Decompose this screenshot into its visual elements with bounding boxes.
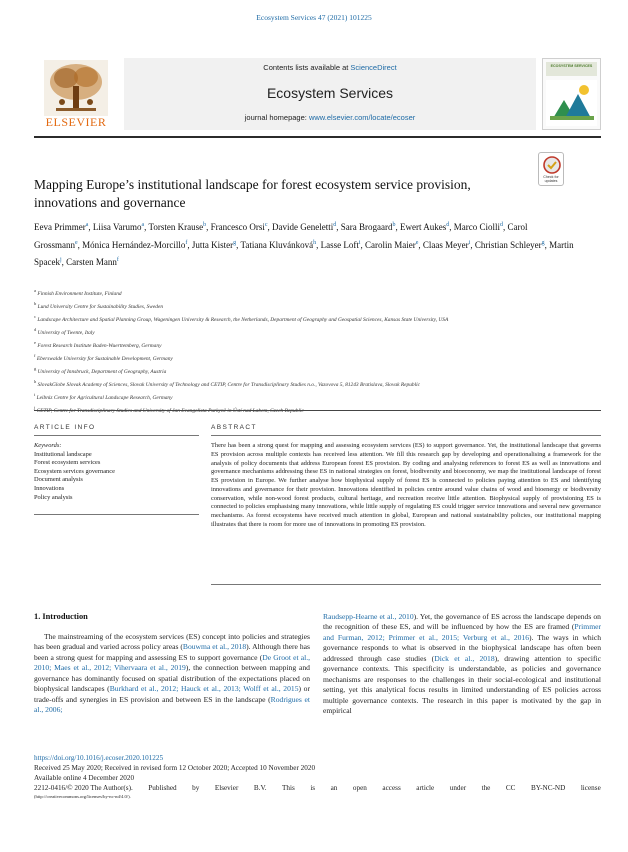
citation-link[interactable]: Burkhard et al., 2012; Hauck et al., 2013; Wolff et al., 2015 — [109, 684, 299, 694]
author-name[interactable]: Martin Spacek — [34, 239, 574, 267]
license-word: an — [330, 784, 338, 792]
citation-link[interactable]: De Groot et al., 2010; Maes et al., 2012; Vihervaara et al., 2019 — [34, 652, 311, 673]
contents-available-line: Contents lists available at ScienceDirect — [263, 63, 397, 72]
introduction-heading: 1. Introduction — [34, 612, 88, 621]
affiliation-text: Leibniz Centre for Agricultural Landscape Research, Germany — [36, 394, 173, 401]
affiliation-text: Forest Research Institute Baden-Wuerttemberg, Germany — [37, 342, 162, 349]
body-text-segment: ). The ways in which governance responds to what is observed in the biophysical landscape has often been addressed through case studies ( — [323, 632, 601, 663]
license-word: Published — [148, 784, 177, 792]
affiliation-label: a — [34, 288, 36, 293]
journal-name: Ecosystem Services — [266, 85, 394, 101]
author-name[interactable]: Christian Schleyer — [474, 239, 542, 250]
author-name[interactable]: Davide Geneletti — [272, 222, 334, 232]
journal-banner — [34, 58, 601, 130]
affiliation-label: e — [34, 340, 36, 345]
license-word: This — [282, 784, 295, 792]
body-text-segment: The mainstreaming of the ecosystem services (ES) concept into policies and strategies has been gradual and varied across policy areas ( — [34, 632, 310, 652]
keyword-item: Institutional landscape — [34, 450, 92, 458]
affiliation-item — [34, 351, 579, 364]
license-url[interactable]: (http://creativecommons.org/licenses/by-nc-nd/4.0/). — [34, 794, 131, 799]
body-column-left — [34, 632, 310, 716]
journal-cover-title: ECOSYSTEM SERVICES — [550, 64, 593, 68]
body-text-segment: ), the connection between mapping and governance has dominantly focused on spatial distribution of the expectations placed on biophysical landscapes ( — [34, 663, 310, 694]
license-line — [34, 783, 601, 793]
author-name[interactable]: Mónica Hernández-Morcillo — [82, 239, 186, 250]
affiliation-label: d — [34, 327, 37, 332]
affiliation-item — [34, 377, 579, 390]
license-word: access — [382, 784, 401, 792]
author-affiliation-marker[interactable]: a — [141, 222, 145, 228]
author-affiliation-marker[interactable]: i — [468, 239, 471, 246]
journal-info-panel — [124, 58, 536, 130]
affiliation-item — [34, 364, 579, 377]
available-online-date: Available online 4 December 2020 — [34, 774, 135, 782]
author-name[interactable]: Sara Brogaard — [340, 222, 393, 232]
body-text-segment: ) or trade-offs and synergies in ES provision and between ES in the landscape ( — [34, 684, 310, 704]
received-dates: Received 25 May 2020; Received in revised form 12 October 2020; Accepted 10 November 2020 — [34, 764, 316, 772]
affiliation-item — [34, 299, 579, 312]
citation-link[interactable]: Bouwma et al., 2018 — [182, 642, 247, 652]
author-affiliation-marker[interactable]: b — [392, 222, 396, 228]
article-footer — [34, 753, 601, 800]
author-name[interactable]: Carolin Maier — [365, 239, 416, 250]
citation-link[interactable]: Raudsepp-Hearne et al., 2010 — [323, 612, 414, 621]
affiliation-item — [34, 338, 579, 351]
author-name[interactable]: Liisa Varumo — [92, 222, 142, 232]
license-word: is — [310, 784, 316, 792]
keywords-block — [34, 442, 199, 502]
author-affiliation-marker[interactable]: g — [541, 239, 545, 246]
affiliation-label: c — [34, 314, 36, 319]
license-word: Elsevier — [214, 784, 239, 792]
author-affiliation-marker[interactable]: a — [85, 222, 89, 228]
affiliation-label: f — [34, 353, 36, 358]
author-name[interactable]: Lasse Loft — [320, 239, 359, 250]
affiliation-text: Landscape Architecture and Spatial Planning Group, Wageningen University & Research, the Netherlands, Department of Geography and Geospatial Sciences, Kansas State University, USA — [37, 316, 449, 323]
author-affiliation-marker[interactable]: e — [75, 239, 78, 246]
affiliation-label: g — [34, 366, 37, 371]
author-affiliation-marker[interactable]: i — [358, 239, 361, 246]
body-text-segment: ). Yet, the governance of ES across the landscape depends on the recognition of these ES, and will be influenced by how the ES are framed ( — [323, 612, 601, 632]
journal-cover[interactable] — [542, 58, 601, 130]
license-word: B.V. — [253, 784, 267, 792]
affiliation-item — [34, 312, 579, 325]
header-rule — [34, 136, 601, 138]
journal-homepage-link[interactable]: www.elsevier.com/locate/ecoser — [308, 113, 416, 122]
article-info-rule — [34, 435, 199, 436]
journal-reference[interactable]: Ecosystem Services 47 (2021) 101225 — [256, 13, 372, 22]
sciencedirect-link[interactable]: ScienceDirect — [350, 63, 397, 72]
author-name[interactable]: Tatiana Kluvánková — [240, 239, 314, 250]
affiliation-item — [34, 325, 579, 338]
author-affiliation-marker[interactable]: c — [264, 222, 268, 228]
body-text-segment: ), drawing attention to specific governance contexts. This specificity is understandable, as policies and governance mechanisms are responses to the challenges in their social-ecological and institutional setting, yet this analytical focus results in limited understanding of ES policies across multiple governance contexts. The research in this paper is motivated by the gap in empirical — [323, 653, 601, 716]
affiliation-text: Eberswalde University for Sustainable Development, Germany — [36, 355, 173, 362]
affiliation-list — [34, 286, 579, 416]
author-name[interactable]: Torsten Krause — [148, 222, 204, 232]
affiliation-label: i — [34, 392, 36, 397]
affiliation-text: SlovakGlobe Slovak Academy of Sciences, Slovak University of Technology and CETIP, Centre for Transdisciplinary Studies n.o., Vazovova 5, 81243 Bratislava, Slovak Republic — [37, 381, 420, 388]
author-affiliation-marker[interactable]: d — [446, 222, 450, 228]
author-affiliation-marker[interactable]: d — [499, 222, 503, 228]
affiliation-text: University of Twente, Italy — [37, 329, 95, 336]
affiliation-text: University of Innsbruck, Department of Geography, Austria — [37, 368, 167, 375]
affiliation-label: j — [34, 405, 36, 410]
license-word: open — [352, 784, 367, 792]
license-word: under — [449, 784, 467, 792]
keyword-item: Innovations — [34, 484, 65, 492]
affiliation-item — [34, 390, 579, 403]
elsevier-wordmark: ELSEVIER — [45, 115, 107, 129]
citation-link[interactable]: Primmer and Furman, 2012; Primmer et al., 2015; Verburg et al., 2016 — [323, 622, 601, 642]
citation-link[interactable]: Dick et al., 2018 — [434, 653, 495, 663]
author-affiliation-marker[interactable]: f — [116, 257, 119, 263]
author-affiliation-marker[interactable]: j — [60, 257, 62, 263]
affiliation-item — [34, 286, 579, 299]
article-info-heading: ARTICLE INFO — [34, 424, 96, 431]
author-name[interactable]: Eeva Primmer — [34, 222, 86, 232]
keyword-item: Ecosystem services governance — [34, 467, 115, 475]
keywords-list — [34, 451, 199, 503]
license-word: license — [580, 784, 601, 792]
keywords-bottom-rule — [34, 514, 199, 515]
keyword-item: Forest ecosystem services — [34, 459, 101, 467]
article-title: Mapping Europe’s institutional landscape for forest ecosystem service provision, innovations and governance — [34, 177, 471, 210]
license-word: CC — [505, 784, 516, 792]
abstract-heading: ABSTRACT — [211, 424, 257, 431]
check-for-updates-badge[interactable] — [538, 152, 564, 186]
author-name[interactable]: Jutta Kister — [191, 239, 234, 250]
abstract-rule — [211, 435, 601, 436]
keyword-item: Document analysis — [34, 476, 83, 484]
license-word: article — [416, 784, 435, 792]
author-affiliation-marker[interactable]: f — [185, 239, 188, 246]
abstract-bottom-rule — [211, 584, 601, 585]
affiliation-label: h — [34, 379, 37, 384]
author-affiliation-marker[interactable]: g — [233, 239, 237, 246]
author-name[interactable]: Claas Meyer — [422, 239, 469, 250]
author-name[interactable]: Ewert Aukes — [399, 222, 447, 232]
affiliation-rule — [34, 410, 601, 411]
keywords-label: Keywords: — [34, 442, 62, 449]
author-affiliation-marker[interactable]: h — [313, 239, 317, 246]
author-affiliation-marker[interactable]: d — [333, 222, 337, 228]
abstract-text: There has been a strong quest for mapping and assessing ecosystem services (ES) to support governance. Yet, the institutional landscape that governs ES provision across multiple contexts has received less attention. We fill this research gap by developing and operationalising a framework for the analysis of policy documents that address European forest ES provision. By coding and analysing references to forest ES as well as innovations and governance mechanisms addressing these ES in national strategies on forest, biodiversity and bioeconomy, we map the institutional landscape of forest ES provision in Europe. We further analyse how biophysical supply of forest ES is connected to policies paying attention to ES and identifying innovations and governance for their provision. Innovations identified in policies centre around value chains of wood and bioenergy or biodiversity conservation, while non-wood forest products, cultural heritage, and recreation receive little attention. Biophysical supply of provisioning ES is connected to policies emphasising many innovations, while little supply of regulating ES could trigger service innovations and several new governance mechanisms. As forest ecosystems have received much attention in global, European and national sustainability policies, our institutional mapping illustrates that there is room for more use of innovations in promoting ES provision. — [211, 442, 601, 528]
affiliation-text: Lund University Centre for Sustainability Studies, Sweden — [37, 303, 164, 310]
body-column-right — [323, 612, 601, 717]
doi-link[interactable]: https://doi.org/10.1016/j.ecoser.2020.101225 — [34, 754, 164, 762]
journal-cover-art-icon — [546, 80, 597, 126]
journal-homepage-line: journal homepage: www.elsevier.com/locate/ecoser — [244, 113, 416, 122]
license-word: the — [481, 784, 491, 792]
author-affiliation-marker[interactable]: e — [415, 239, 419, 246]
check-updates-icon — [540, 155, 564, 175]
copyright-notice: 2212-0416/© 2020 The Author(s). — [34, 784, 133, 792]
elsevier-logo[interactable] — [34, 58, 118, 130]
author-name[interactable]: Marco Ciolli — [453, 222, 500, 232]
elsevier-tree-icon — [44, 60, 108, 116]
license-word: by — [192, 784, 200, 792]
author-name[interactable]: Carsten Mann — [66, 257, 117, 267]
license-word: BY-NC-ND — [530, 784, 566, 792]
author-affiliation-marker[interactable]: b — [203, 222, 207, 228]
body-text-segment: ). Although there has been a strong quest for mapping and assessing ES to support governance ( — [34, 642, 310, 662]
author-name[interactable]: Francesco Orsi — [210, 222, 265, 232]
author-list: Eeva Primmer$^a$, Liisa Varumo$^a$, Torsten Krause$^b$, Francesco Orsi$^c$, Davide Geneletti$^d$, Sara Brogaard$^b$, Ewert Aukes$^d$, Marco Ciolli$^d$, Carol Grossmann$^e$, Mónica Hernández-Morcillo$^f$, Jutta Kister$^g$, Tatiana Kluvánková$^h$, Lasse Loft$^i$, Carolin Maier$^e$, Claas Meyer$^i$, Christian Schleyer$^g$, Martin Spacek$^j$, Carsten Mann$^f$ — [34, 222, 574, 267]
keyword-item: Policy analysis — [34, 493, 73, 501]
affiliation-label: b — [34, 301, 37, 306]
author-name[interactable]: Carol Grossmann — [34, 222, 528, 250]
citation-link[interactable]: Rodrigues et al., 2006; — [34, 694, 310, 715]
affiliation-text: Finnish Environment Institute, Finland — [37, 290, 122, 297]
check-updates-label: Check for updates — [543, 175, 559, 184]
